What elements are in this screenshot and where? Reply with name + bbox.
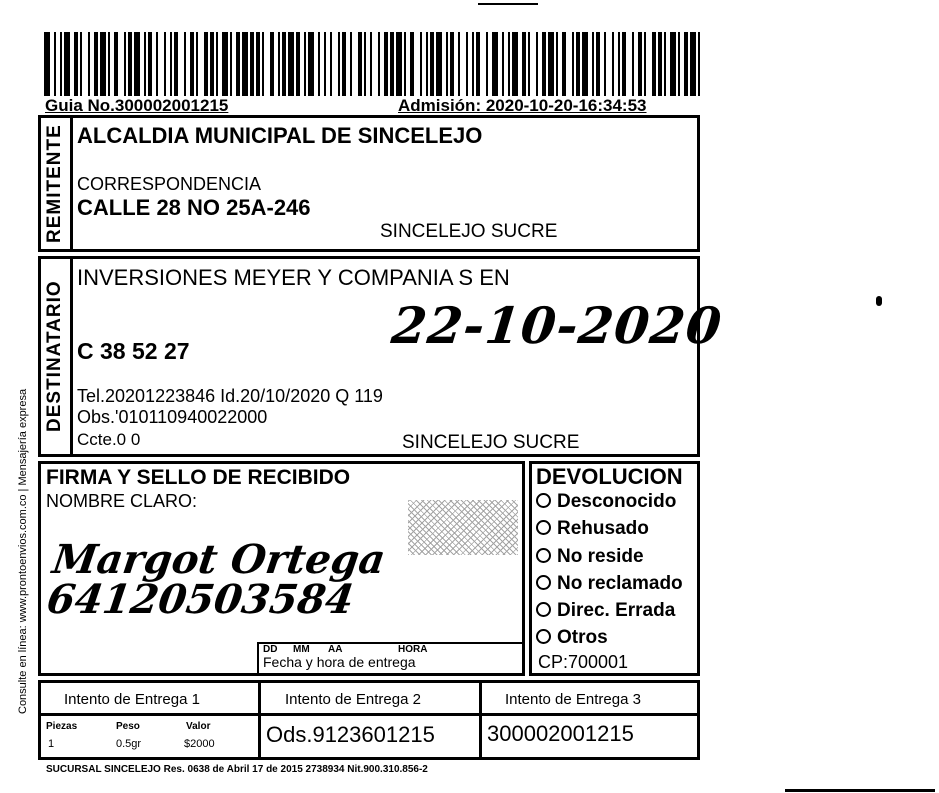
barcode-bar [148, 32, 152, 96]
barcode-bar [556, 32, 558, 96]
barcode-bar [190, 32, 194, 96]
radio-circle-icon [536, 548, 551, 563]
barcode-bar [492, 32, 498, 96]
handwritten-signature: Margot Ortega 64120503584 [43, 536, 389, 623]
scan-line [785, 789, 935, 792]
barcode-bar [684, 32, 688, 96]
barcode-bar [60, 32, 62, 96]
option-no-reside[interactable]: No reside [536, 546, 644, 568]
barcode-bar [576, 32, 580, 96]
barcode-bar [404, 32, 406, 96]
remitente-name: ALCALDIA MUNICIPAL DE SINCELEJO [77, 123, 483, 148]
barcode-bar [652, 32, 656, 96]
barcode-bar [324, 32, 326, 96]
barcode-bar [542, 32, 546, 96]
barcode-bar [170, 32, 172, 96]
barcode-bar [342, 32, 346, 96]
barcode-bar [108, 32, 110, 96]
barcode-bar [446, 32, 448, 96]
barcode-bar [204, 32, 208, 96]
barcode-bar [318, 32, 320, 96]
barcode-bar [94, 32, 98, 96]
piezas-label: Piezas [46, 721, 78, 732]
peso-value: 0.5gr [116, 738, 142, 750]
barcode-bar [330, 32, 332, 96]
barcode-bar [664, 32, 666, 96]
barcode-bar [236, 32, 240, 96]
barcode-bar [562, 32, 566, 96]
barcode-bar [308, 32, 314, 96]
barcode-bar [256, 32, 260, 96]
destinatario-address: C 38 52 27 [77, 338, 190, 364]
firma-title: FIRMA Y SELLO DE RECIBIDO [46, 466, 351, 489]
barcode-bar [230, 32, 232, 96]
barcode-bar [612, 32, 614, 96]
barcode-bar [144, 32, 146, 96]
barcode-bar [458, 32, 460, 96]
barcode-bar [196, 32, 198, 96]
barcode-bar [174, 32, 178, 96]
barcode-bar [270, 32, 274, 96]
valor-label: Valor [186, 721, 211, 732]
barcode-bar [54, 32, 56, 96]
option-otros[interactable]: Otros [536, 627, 608, 649]
barcode-bar [164, 32, 166, 96]
barcode-bar [618, 32, 620, 96]
barcode-bar [622, 32, 626, 96]
remitente-address: CALLE 28 NO 25A-246 [77, 195, 311, 220]
barcode-bar [604, 32, 606, 96]
cp-code: CP:700001 [538, 652, 629, 672]
destinatario-ccte: Ccte.0 0 [77, 430, 141, 449]
barcode-bar [472, 32, 474, 96]
barcode-bar [222, 32, 228, 96]
barcode-bar [430, 32, 434, 96]
barcode-bar [358, 32, 362, 96]
barcode-bar [508, 32, 510, 96]
devolucion-title: DEVOLUCION [536, 464, 683, 489]
barcode-bar [184, 32, 186, 96]
destinatario-tel: Tel.20201223846 Id.20/10/2020 Q 119 [77, 386, 383, 406]
barcode-bar [242, 32, 248, 96]
barcode-bar [278, 32, 280, 96]
barcode-bar [338, 32, 340, 96]
barcode-bar [128, 32, 132, 96]
barcode-bar [156, 32, 158, 96]
barcode-bar [364, 32, 366, 96]
barcode-bar [632, 32, 634, 96]
guia-number-cell: 300002001215 [487, 721, 634, 746]
fecha-label: Fecha y hora de entrega [263, 654, 416, 670]
barcode-bar [134, 32, 140, 96]
admision-date: Admisión: 2020-10-20-16:34:53 [398, 96, 647, 115]
hora-label: HORA [398, 644, 428, 655]
radio-circle-icon [536, 629, 551, 644]
barcode-bar [100, 32, 106, 96]
barcode-bar [410, 32, 414, 96]
barcode-bar [282, 32, 286, 96]
barcode-bar [216, 32, 218, 96]
barcode-bar [522, 32, 526, 96]
barcode-bar [88, 32, 90, 96]
intento-2-header: Intento de Entrega 2 [285, 691, 421, 708]
barcode-bar [436, 32, 442, 96]
barcode-bar [450, 32, 454, 96]
option-direc-errada[interactable]: Direc. Errada [536, 600, 675, 622]
footer-text: SUCURSAL SINCELEJO Res. 0638 de Abril 17 de 2015 2738934 Nit.900.310.856-2 [46, 764, 428, 775]
barcode-bar [370, 32, 372, 96]
barcode-bar [582, 32, 588, 96]
remitente-city: SINCELEJO SUCRE [380, 221, 558, 242]
destinatario-city: SINCELEJO SUCRE [402, 432, 580, 453]
barcode-bar [350, 32, 352, 96]
nombre-claro-label: NOMBRE CLARO: [46, 491, 198, 511]
destinatario-name: INVERSIONES MEYER Y COMPANIA S EN [77, 265, 510, 290]
barcode-bar [486, 32, 488, 96]
barcode-bar [658, 32, 662, 96]
barcode-bar [426, 32, 428, 96]
option-no-reclamado[interactable]: No reclamado [536, 573, 683, 595]
barcode-bar [638, 32, 642, 96]
barcode-bar [548, 32, 554, 96]
intento-1-header: Intento de Entrega 1 [64, 691, 200, 708]
barcode-bar [596, 32, 600, 96]
barcode-bar [396, 32, 402, 96]
barcode-bar [262, 32, 264, 96]
guia-number: Guia No.300002001215 [45, 96, 229, 115]
barcode-bar [572, 32, 574, 96]
radio-circle-icon [536, 520, 551, 535]
barcode-bar [80, 32, 82, 96]
piezas-value: 1 [48, 738, 55, 750]
destinatario-label: DESTINATARIO [44, 280, 65, 433]
speck-mark [876, 296, 882, 306]
barcode-bar [64, 32, 70, 96]
barcode [44, 32, 700, 96]
radio-circle-icon [536, 493, 551, 508]
dd-label: DD [263, 644, 278, 655]
handwritten-date: 22-10-2020 [388, 296, 725, 355]
barcode-bar [304, 32, 306, 96]
radio-circle-icon [536, 602, 551, 617]
scan-line-top [478, 3, 538, 5]
barcode-bar [124, 32, 126, 96]
barcode-bar [288, 32, 294, 96]
barcode-bar [44, 32, 50, 96]
barcode-bar [466, 32, 468, 96]
option-desconocido[interactable]: Desconocido [536, 491, 676, 513]
barcode-bar [296, 32, 300, 96]
option-rehusado[interactable]: Rehusado [536, 518, 649, 540]
barcode-bar [670, 32, 676, 96]
barcode-bar [644, 32, 646, 96]
aa-label: AA [328, 644, 343, 655]
destinatario-obs: Obs.'010110940022000 [77, 407, 268, 427]
barcode-bar [512, 32, 518, 96]
barcode-bar [420, 32, 422, 96]
barcode-bar [210, 32, 214, 96]
valor-value: $2000 [184, 738, 215, 750]
intento-3-header: Intento de Entrega 3 [505, 691, 641, 708]
mm-label: MM [293, 644, 310, 655]
barcode-bar [678, 32, 680, 96]
peso-label: Peso [116, 721, 140, 732]
barcode-bar [74, 32, 78, 96]
barcode-bar [502, 32, 504, 96]
barcode-bar [690, 32, 696, 96]
barcode-bar [536, 32, 538, 96]
barcode-bar [114, 32, 118, 96]
ods-number: Ods.9123601215 [266, 722, 435, 747]
barcode-bar [698, 32, 700, 96]
barcode-bar [390, 32, 394, 96]
barcode-bar [378, 32, 380, 96]
barcode-bar [476, 32, 480, 96]
barcode-bar [384, 32, 388, 96]
remitente-line1: CORRESPONDENCIA [77, 174, 262, 194]
radio-circle-icon [536, 575, 551, 590]
left-margin-text: Consulte en línea: www.prontoenvios.com.co | Mensajería expresa [17, 388, 29, 714]
remitente-label: REMITENTE [44, 124, 65, 243]
barcode-bar [250, 32, 254, 96]
barcode-bar [528, 32, 530, 96]
barcode-bar [592, 32, 594, 96]
